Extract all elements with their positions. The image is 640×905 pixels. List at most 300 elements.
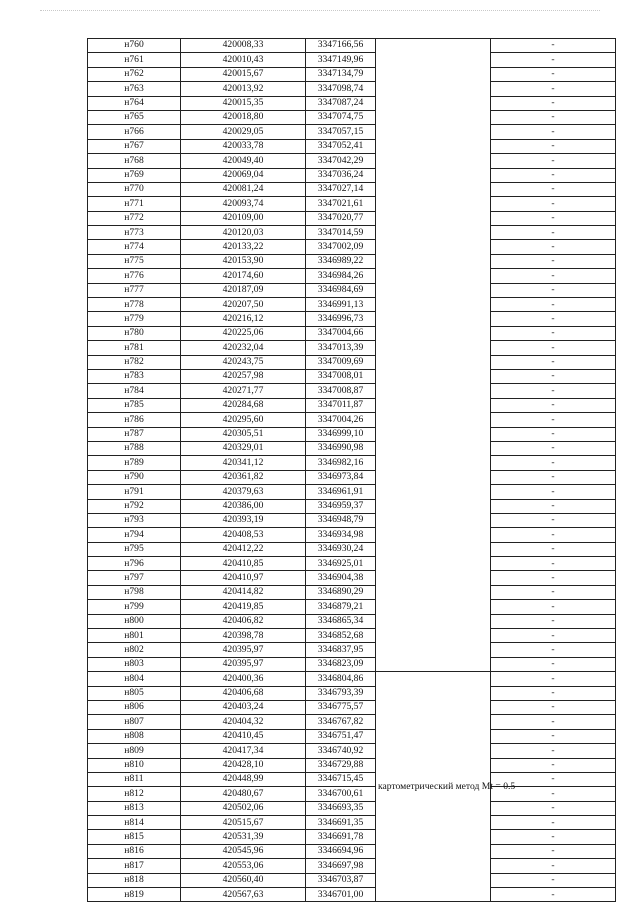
note-cell: - [491,67,616,81]
point-name-cell: н778 [88,298,181,312]
point-name-cell: н803 [88,657,181,671]
table-row [88,283,616,297]
point-name-cell: н807 [88,715,181,729]
point-name-cell: н805 [88,686,181,700]
x-coordinate-cell: 420515,67 [181,816,306,830]
table-row [88,441,616,455]
coordinates-table-body [88,39,616,902]
point-name-cell: н801 [88,629,181,643]
note-cell: - [491,398,616,412]
note-cell: - [491,729,616,743]
y-coordinate-cell: 3347009,69 [306,355,376,369]
table-row [88,744,616,758]
x-coordinate-cell: 420305,51 [181,427,306,441]
note-cell: - [491,528,616,542]
note-cell: - [491,801,616,815]
y-coordinate-cell: 3347166,56 [306,39,376,53]
table-row [88,542,616,556]
point-name-cell: н789 [88,456,181,470]
y-coordinate-cell: 3346703,87 [306,873,376,887]
x-coordinate-cell: 420410,97 [181,571,306,585]
x-coordinate-cell: 420403,24 [181,700,306,714]
y-coordinate-cell: 3347011,87 [306,398,376,412]
x-coordinate-cell: 420216,12 [181,312,306,326]
note-cell: - [491,182,616,196]
y-coordinate-cell: 3346934,98 [306,528,376,542]
table-row [88,729,616,743]
table-row [88,39,616,53]
method-cell-empty [376,39,491,672]
note-cell: - [491,614,616,628]
note-cell: - [491,715,616,729]
point-name-cell: н768 [88,154,181,168]
x-coordinate-cell: 420395,97 [181,643,306,657]
x-coordinate-cell: 420404,32 [181,715,306,729]
point-name-cell: н811 [88,772,181,786]
table-row [88,470,616,484]
table-row [88,686,616,700]
x-coordinate-cell: 420069,04 [181,168,306,182]
x-coordinate-cell: 420417,34 [181,744,306,758]
x-coordinate-cell: 420567,63 [181,888,306,902]
table-row [88,888,616,902]
x-coordinate-cell: 420395,97 [181,657,306,671]
table-row [88,269,616,283]
point-name-cell: н779 [88,312,181,326]
y-coordinate-cell: 3346948,79 [306,513,376,527]
y-coordinate-cell: 3346693,35 [306,801,376,815]
y-coordinate-cell: 3346973,84 [306,470,376,484]
x-coordinate-cell: 420400,36 [181,672,306,686]
x-coordinate-cell: 420232,04 [181,341,306,355]
y-coordinate-cell: 3346775,57 [306,700,376,714]
x-coordinate-cell: 420341,12 [181,456,306,470]
table-row [88,197,616,211]
note-cell: - [491,39,616,53]
x-coordinate-cell: 420379,63 [181,485,306,499]
table-row [88,168,616,182]
x-coordinate-cell: 420120,03 [181,226,306,240]
x-coordinate-cell: 420093,74 [181,197,306,211]
x-coordinate-cell: 420295,60 [181,413,306,427]
point-name-cell: н814 [88,816,181,830]
y-coordinate-cell: 3347052,41 [306,139,376,153]
note-cell: - [491,700,616,714]
x-coordinate-cell: 420243,75 [181,355,306,369]
note-cell: - [491,629,616,643]
x-coordinate-cell: 420033,78 [181,139,306,153]
point-name-cell: н802 [88,643,181,657]
note-cell: - [491,298,616,312]
note-cell: - [491,859,616,873]
x-coordinate-cell: 420015,67 [181,67,306,81]
y-coordinate-cell: 3347021,61 [306,197,376,211]
point-name-cell: н772 [88,211,181,225]
y-coordinate-cell: 3346691,78 [306,830,376,844]
x-coordinate-cell: 420386,00 [181,499,306,513]
table-row [88,312,616,326]
y-coordinate-cell: 3346701,00 [306,888,376,902]
scan-artifact-line [40,10,600,15]
x-coordinate-cell: 420008,33 [181,39,306,53]
x-coordinate-cell: 420531,39 [181,830,306,844]
y-coordinate-cell: 3346984,69 [306,283,376,297]
y-coordinate-cell: 3347004,66 [306,326,376,340]
y-coordinate-cell: 3347134,79 [306,67,376,81]
point-name-cell: н785 [88,398,181,412]
table-row [88,859,616,873]
y-coordinate-cell: 3346697,98 [306,859,376,873]
note-cell: - [491,873,616,887]
note-cell: - [491,427,616,441]
x-coordinate-cell: 420029,05 [181,125,306,139]
y-coordinate-cell: 3346694,96 [306,844,376,858]
note-cell: - [491,369,616,383]
table-row [88,830,616,844]
point-name-cell: н786 [88,413,181,427]
note-cell: - [491,211,616,225]
point-name-cell: н780 [88,326,181,340]
table-row [88,240,616,254]
point-name-cell: н775 [88,254,181,268]
point-name-cell: н763 [88,82,181,96]
x-coordinate-cell: 420010,43 [181,53,306,67]
x-coordinate-cell: 420428,10 [181,758,306,772]
y-coordinate-cell: 3346852,68 [306,629,376,643]
note-cell: - [491,168,616,182]
point-name-cell: н769 [88,168,181,182]
point-name-cell: н766 [88,125,181,139]
table-row [88,873,616,887]
table-row [88,211,616,225]
x-coordinate-cell: 420109,00 [181,211,306,225]
point-name-cell: н765 [88,110,181,124]
note-cell: - [491,888,616,902]
y-coordinate-cell: 3346959,37 [306,499,376,513]
note-cell: - [491,441,616,455]
x-coordinate-cell: 420398,78 [181,629,306,643]
table-row [88,585,616,599]
table-row [88,715,616,729]
note-cell: - [491,341,616,355]
point-name-cell: н813 [88,801,181,815]
note-cell: - [491,542,616,556]
y-coordinate-cell: 3347074,75 [306,110,376,124]
table-row [88,657,616,671]
note-cell: - [491,557,616,571]
point-name-cell: н809 [88,744,181,758]
note-cell: - [491,96,616,110]
note-cell: - [491,672,616,686]
table-row [88,571,616,585]
x-coordinate-cell: 420049,40 [181,154,306,168]
y-coordinate-cell: 3346991,13 [306,298,376,312]
y-coordinate-cell: 3347087,24 [306,96,376,110]
table-row [88,298,616,312]
note-cell: - [491,384,616,398]
note-cell: - [491,312,616,326]
point-name-cell: н764 [88,96,181,110]
y-coordinate-cell: 3346879,21 [306,600,376,614]
y-coordinate-cell: 3347027,14 [306,182,376,196]
y-coordinate-cell: 3347036,24 [306,168,376,182]
y-coordinate-cell: 3347057,15 [306,125,376,139]
table-row [88,427,616,441]
point-name-cell: н798 [88,585,181,599]
table-row [88,787,616,801]
note-cell: - [491,600,616,614]
y-coordinate-cell: 3346982,16 [306,456,376,470]
y-coordinate-cell: 3346989,22 [306,254,376,268]
table-row [88,226,616,240]
table-row [88,600,616,614]
y-coordinate-cell: 3347013,39 [306,341,376,355]
note-cell: - [491,787,616,801]
x-coordinate-cell: 420410,45 [181,729,306,743]
note-cell: - [491,643,616,657]
y-coordinate-cell: 3346837,95 [306,643,376,657]
point-name-cell: н816 [88,844,181,858]
point-name-cell: н791 [88,485,181,499]
point-name-cell: н788 [88,441,181,455]
point-name-cell: н818 [88,873,181,887]
table-row [88,614,616,628]
x-coordinate-cell: 420015,35 [181,96,306,110]
note-cell: - [491,816,616,830]
y-coordinate-cell: 3347008,87 [306,384,376,398]
y-coordinate-cell: 3346751,47 [306,729,376,743]
note-cell: - [491,456,616,470]
table-row [88,801,616,815]
point-name-cell: н804 [88,672,181,686]
note-cell: - [491,139,616,153]
table-row [88,125,616,139]
y-coordinate-cell: 3346904,38 [306,571,376,585]
note-cell: - [491,226,616,240]
point-name-cell: н810 [88,758,181,772]
point-name-cell: н767 [88,139,181,153]
y-coordinate-cell: 3346961,91 [306,485,376,499]
note-cell: - [491,485,616,499]
y-coordinate-cell: 3346890,29 [306,585,376,599]
point-name-cell: н808 [88,729,181,743]
note-cell: - [491,686,616,700]
x-coordinate-cell: 420480,67 [181,787,306,801]
table-row [88,182,616,196]
y-coordinate-cell: 3346990,98 [306,441,376,455]
x-coordinate-cell: 420174,60 [181,269,306,283]
x-coordinate-cell: 420361,82 [181,470,306,484]
y-coordinate-cell: 3347002,09 [306,240,376,254]
table-row [88,557,616,571]
table-row [88,499,616,513]
point-name-cell: н787 [88,427,181,441]
y-coordinate-cell: 3346996,73 [306,312,376,326]
point-name-cell: н806 [88,700,181,714]
x-coordinate-cell: 420502,06 [181,801,306,815]
y-coordinate-cell: 3346740,92 [306,744,376,758]
x-coordinate-cell: 420284,68 [181,398,306,412]
table-row [88,254,616,268]
note-cell: - [491,283,616,297]
point-name-cell: н795 [88,542,181,556]
note-cell: - [491,197,616,211]
point-name-cell: н777 [88,283,181,297]
table-row [88,67,616,81]
note-cell: - [491,499,616,513]
note-cell: - [491,355,616,369]
y-coordinate-cell: 3347042,29 [306,154,376,168]
note-cell: - [491,844,616,858]
y-coordinate-cell: 3346999,10 [306,427,376,441]
y-coordinate-cell: 3346700,61 [306,787,376,801]
y-coordinate-cell: 3346715,45 [306,772,376,786]
table-row [88,341,616,355]
x-coordinate-cell: 420545,96 [181,844,306,858]
table-row [88,629,616,643]
x-coordinate-cell: 420153,90 [181,254,306,268]
note-cell: - [491,571,616,585]
point-name-cell: н815 [88,830,181,844]
point-name-cell: н793 [88,513,181,527]
x-coordinate-cell: 420393,19 [181,513,306,527]
y-coordinate-cell: 3347149,96 [306,53,376,67]
x-coordinate-cell: 420013,92 [181,82,306,96]
point-name-cell: н761 [88,53,181,67]
note-cell: - [491,154,616,168]
note-cell: - [491,240,616,254]
table-row [88,398,616,412]
point-name-cell: н799 [88,600,181,614]
table-row [88,643,616,657]
x-coordinate-cell: 420448,99 [181,772,306,786]
note-cell: - [491,470,616,484]
y-coordinate-cell: 3347004,26 [306,413,376,427]
point-name-cell: н784 [88,384,181,398]
y-coordinate-cell: 3346984,26 [306,269,376,283]
point-name-cell: н800 [88,614,181,628]
x-coordinate-cell: 420187,09 [181,283,306,297]
table-row [88,355,616,369]
point-name-cell: н776 [88,269,181,283]
y-coordinate-cell: 3346691,35 [306,816,376,830]
table-row [88,672,616,686]
table-row [88,772,616,786]
x-coordinate-cell: 420406,68 [181,686,306,700]
y-coordinate-cell: 3346729,88 [306,758,376,772]
table-row [88,82,616,96]
table-row [88,485,616,499]
note-cell: - [491,254,616,268]
x-coordinate-cell: 420207,50 [181,298,306,312]
table-row [88,700,616,714]
x-coordinate-cell: 420408,53 [181,528,306,542]
x-coordinate-cell: 420412,22 [181,542,306,556]
coordinates-table [87,38,616,902]
x-coordinate-cell: 420018,80 [181,110,306,124]
x-coordinate-cell: 420329,01 [181,441,306,455]
point-name-cell: н773 [88,226,181,240]
table-row [88,154,616,168]
point-name-cell: н782 [88,355,181,369]
table-row [88,110,616,124]
point-name-cell: н790 [88,470,181,484]
point-name-cell: н774 [88,240,181,254]
point-name-cell: н760 [88,39,181,53]
y-coordinate-cell: 3346865,34 [306,614,376,628]
x-coordinate-cell: 420553,06 [181,859,306,873]
note-cell: - [491,758,616,772]
x-coordinate-cell: 420081,24 [181,182,306,196]
note-cell: - [491,585,616,599]
point-name-cell: н781 [88,341,181,355]
table-row [88,816,616,830]
point-name-cell: н762 [88,67,181,81]
note-cell: - [491,413,616,427]
table-row [88,369,616,383]
table-row [88,456,616,470]
table-row [88,53,616,67]
note-cell: - [491,830,616,844]
y-coordinate-cell: 3346930,24 [306,542,376,556]
point-name-cell: н797 [88,571,181,585]
y-coordinate-cell: 3347098,74 [306,82,376,96]
table-row [88,528,616,542]
x-coordinate-cell: 420414,82 [181,585,306,599]
note-cell: - [491,326,616,340]
method-cell: картометрический метод Mt = 0.5 [376,672,491,902]
note-cell: - [491,744,616,758]
x-coordinate-cell: 420133,22 [181,240,306,254]
point-name-cell: н770 [88,182,181,196]
x-coordinate-cell: 420271,77 [181,384,306,398]
x-coordinate-cell: 420410,85 [181,557,306,571]
x-coordinate-cell: 420225,06 [181,326,306,340]
table-row [88,384,616,398]
note-cell: - [491,53,616,67]
table-row [88,139,616,153]
y-coordinate-cell: 3347020,77 [306,211,376,225]
note-cell: - [491,82,616,96]
y-coordinate-cell: 3346793,39 [306,686,376,700]
point-name-cell: н812 [88,787,181,801]
table-row [88,96,616,110]
x-coordinate-cell: 420406,82 [181,614,306,628]
point-name-cell: н783 [88,369,181,383]
y-coordinate-cell: 3346767,82 [306,715,376,729]
point-name-cell: н817 [88,859,181,873]
y-coordinate-cell: 3346925,01 [306,557,376,571]
table-row [88,844,616,858]
note-cell: - [491,110,616,124]
x-coordinate-cell: 420257,98 [181,369,306,383]
point-name-cell: н792 [88,499,181,513]
point-name-cell: н819 [88,888,181,902]
note-cell: - [491,269,616,283]
note-cell: - [491,125,616,139]
table-row [88,413,616,427]
y-coordinate-cell: 3347008,01 [306,369,376,383]
point-name-cell: н794 [88,528,181,542]
y-coordinate-cell: 3347014,59 [306,226,376,240]
point-name-cell: н771 [88,197,181,211]
y-coordinate-cell: 3346823,09 [306,657,376,671]
table-row [88,513,616,527]
y-coordinate-cell: 3346804,86 [306,672,376,686]
table-row [88,758,616,772]
table-row [88,326,616,340]
point-name-cell: н796 [88,557,181,571]
